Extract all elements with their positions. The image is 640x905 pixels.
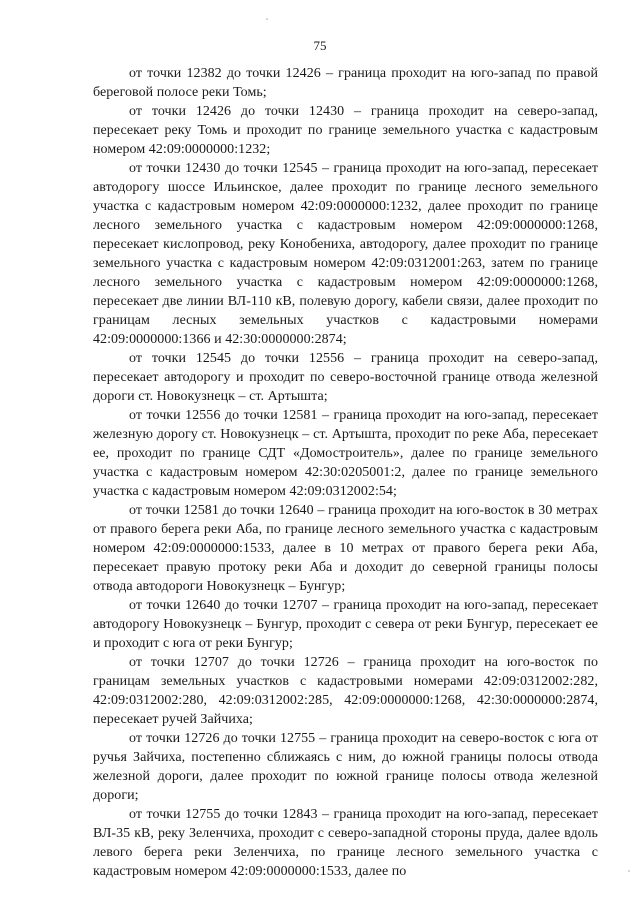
paragraph: от точки 12426 до точки 12430 – граница проходит на северо-запад, пересекает реку Томь и проходит по границе земельного участка с кадастровым номером 42:09:0000000:1232; [93, 104, 598, 157]
paragraph: от точки 12581 до точки 12640 – граница проходит на юго-восток в 30 метрах от правого берега реки Аба, по границе лесного земельного участка с кадастровым номером 42:09:0000000:1533, далее в 10 метрах от правого берега реки Аба, пересекает правую протоку реки Аба и доходит до северной границы полосы отвода автодороги Новокузнецк – Бунгур; [93, 503, 598, 594]
paragraph: от точки 12755 до точки 12843 – граница проходит на юго-запад, пересекает ВЛ-35 кВ, реку Зеленчиха, проходит с северо-западной стороны пруда, далее вдоль левого берега реки Зеленчиха, по границе лесного земельного участка с кадастровым номером 42:09:0000000:1533, далее по [93, 807, 598, 879]
scan-speck [628, 870, 630, 872]
paragraph: от точки 12640 до точки 12707 – граница проходит на юго-запад, пересекает автодорогу Новокузнецк – Бунгур, проходит с севера от реки Бунгур, пересекает ее и проходит с юга от реки Бунгур; [93, 598, 598, 651]
paragraph: от точки 12382 до точки 12426 – граница проходит на юго-запад по правой береговой полосе реки Томь; [93, 66, 598, 100]
paragraph: от точки 12430 до точки 12545 – граница проходит на юго-запад, пересекает автодорогу шоссе Ильинское, далее проходит по границе лесного земельного участка с кадастровым номером 42:09:0000000:1232, далее проходит по границе лесного земельного участка с кадастровым номером 42:09:0000000:1268, пересекает кислопровод, реку Конобениха, автодорогу, далее проходит по границе земельного участка с кадастровым номером 42:09:0312001:263, затем по границе лесного земельного участка с кадастровым номером 42:09:0000000:1268, пересекает две линии ВЛ-110 кВ, полевую дорогу, кабели связи, далее проходит по границам лесных земельных участков с кадастровыми номерами 42:09:0000000:1366 и 42:30:0000000:2874; [93, 161, 598, 347]
paragraph: от точки 12545 до точки 12556 – граница проходит на северо-запад, пересекает автодорогу и проходит по северо-восточной границе отвода железной дороги ст. Новокузнецк – ст. Артышта; [93, 351, 598, 404]
document-body [93, 64, 598, 881]
scan-speck [266, 18, 268, 20]
paragraph: от точки 12707 до точки 12726 – граница проходит на юго-восток по границам земельных участков с кадастровыми номерами 42:09:0312002:282, 42:09:0312002:280, 42:09:0312002:285, 42:09:0000000:1268, 42:30:0000000:2874, пересекает ручей Зайчиха; [93, 655, 598, 727]
page-number: 75 [313, 38, 327, 53]
paragraph: от точки 12556 до точки 12581 – граница проходит на юго-запад, пересекает железную дорогу ст. Новокузнецк – ст. Артышта, проходит по реке Аба, пересекает ее, проходит по границе СДТ «Домостроитель», далее по границе земельного участка с кадастровым номером 42:30:0205001:2, далее по границе земельного участка с кадастровым номером 42:09:0312002:54; [93, 408, 598, 499]
paragraph: от точки 12726 до точки 12755 – граница проходит на северо-восток с юга от ручья Зайчиха, постепенно сближаясь с ним, до южной границы полосы отвода железной дороги, далее проходит по южной границе полосы отвода железной дороги; [93, 731, 598, 803]
